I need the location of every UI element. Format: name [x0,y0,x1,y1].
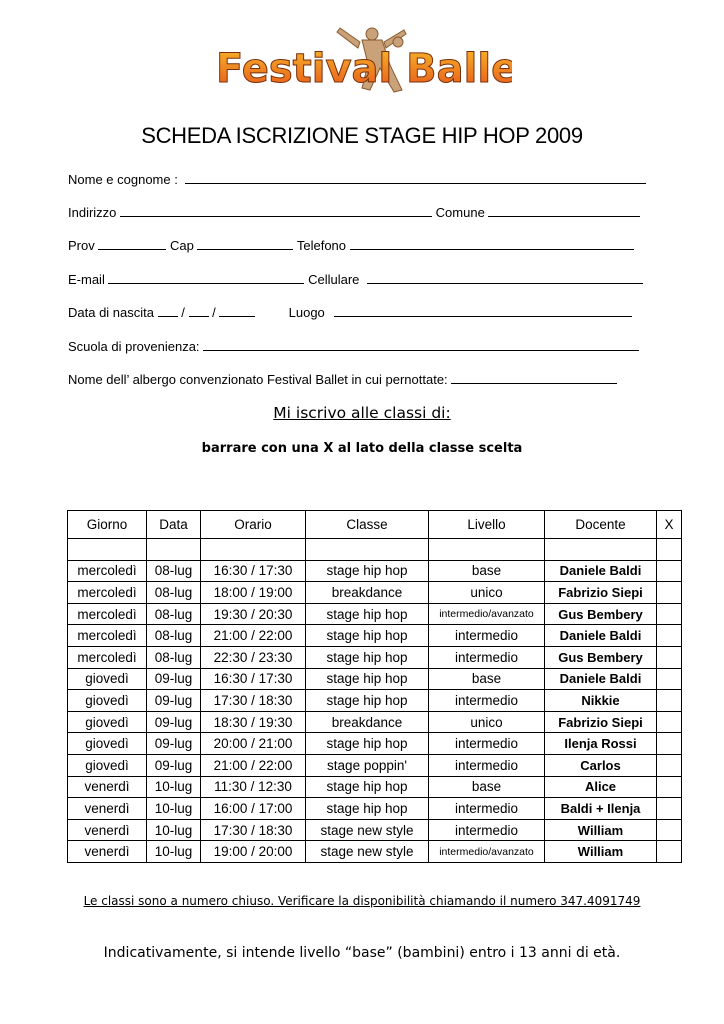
cell-data: 10-lug [147,776,201,798]
cell-orario: 22:30 / 23:30 [201,646,306,668]
cell-x-checkbox[interactable] [657,646,682,668]
cell-livello: intermedio [429,754,545,776]
header-x: X [657,511,682,539]
field-prov[interactable] [98,238,166,250]
cell-classe: stage hip hop [306,603,429,625]
label-cellulare: Cellulare [308,272,360,287]
label-telefono: Telefono [296,238,347,253]
cell-classe: stage hip hop [306,690,429,712]
cell-x-checkbox[interactable] [657,690,682,712]
cell-livello: intermedio [429,690,545,712]
slash-2: / [212,305,216,320]
cell-docente: William [545,819,657,841]
table-row [68,582,682,604]
cell-giorno: mercoledì [68,646,147,668]
cell-orario: 16:30 / 17:30 [201,668,306,690]
cell-livello: intermedio [429,819,545,841]
cell-docente: Gus Bembery [545,603,657,625]
cell-classe: stage hip hop [306,798,429,820]
field-giorno[interactable] [158,305,178,317]
cell-classe: stage hip hop [306,625,429,647]
table-header-row [68,511,682,539]
cell-x-checkbox[interactable] [657,668,682,690]
cell-docente: Ilenja Rossi [545,733,657,755]
table-row [68,819,682,841]
cell-orario: 18:00 / 19:00 [201,582,306,604]
form-row-nome [68,172,646,187]
cell-orario: 17:30 / 18:30 [201,819,306,841]
cell-data: 08-lug [147,646,201,668]
cell-data: 09-lug [147,733,201,755]
slash-1: / [181,305,185,320]
label-indirizzo: Indirizzo [68,205,117,220]
field-telefono[interactable] [350,238,634,250]
label-albergo-name: albergo convenzionato Festival Ballet [132,372,348,387]
field-mese[interactable] [189,305,209,317]
cell-giorno: mercoledì [68,603,147,625]
table-row [68,776,682,798]
cell-x-checkbox[interactable] [657,776,682,798]
cell-orario: 16:30 / 17:30 [201,560,306,582]
field-comune[interactable] [488,205,640,217]
cell-classe: stage new style [306,841,429,863]
table-row [68,733,682,755]
cell-data: 09-lug [147,668,201,690]
table-row [68,798,682,820]
cell-data: 10-lug [147,798,201,820]
cell-classe: stage hip hop [306,776,429,798]
cell-docente: Carlos [545,754,657,776]
cell-docente: Gus Bembery [545,646,657,668]
cell-livello: base [429,560,545,582]
availability-note: Le classi sono a numero chiuso. Verificare la disponibilità chiamando il numero 347.4091749 [83,894,641,908]
cell-orario: 11:30 / 12:30 [201,776,306,798]
cell-giorno: mercoledì [68,625,147,647]
table-empty-row [68,539,682,561]
field-cellulare[interactable] [367,272,643,284]
label-albergo-pre: Nome dell’ [68,372,129,387]
table-row [68,841,682,863]
cell-x-checkbox[interactable] [657,819,682,841]
cell-classe: stage new style [306,819,429,841]
cell-orario: 16:00 / 17:00 [201,798,306,820]
cell-giorno: giovedì [68,733,147,755]
field-email[interactable] [108,272,304,284]
cell-docente: Daniele Baldi [545,625,657,647]
field-luogo[interactable] [334,305,632,317]
field-scuola[interactable] [203,339,639,351]
cell-giorno: venerdì [68,841,147,863]
cell-x-checkbox[interactable] [657,560,682,582]
cell-livello: base [429,668,545,690]
cell-giorno: venerdì [68,819,147,841]
cell-docente: William [545,841,657,863]
cell-orario: 18:30 / 19:30 [201,711,306,733]
cell-x-checkbox[interactable] [657,754,682,776]
cell-giorno: giovedì [68,690,147,712]
form-row-indirizzo [68,205,640,220]
cell-classe: stage hip hop [306,668,429,690]
header-giorno: Giorno [68,511,147,539]
cell-giorno: mercoledì [68,560,147,582]
cell-giorno: giovedì [68,711,147,733]
cell-x-checkbox[interactable] [657,711,682,733]
table-row [68,754,682,776]
label-luogo: Luogo [288,305,325,320]
cell-giorno: giovedì [68,754,147,776]
cell-livello: unico [429,711,545,733]
cell-docente: Daniele Baldi [545,560,657,582]
field-anno[interactable] [219,305,255,317]
festival-ballet-logo [212,20,512,102]
label-email: E-mail [68,272,105,287]
table-row [68,668,682,690]
cell-docente: Baldi + Ilenja [545,798,657,820]
cell-x-checkbox[interactable] [657,733,682,755]
cell-giorno: mercoledì [68,582,147,604]
cell-data: 08-lug [147,560,201,582]
form-row-email [68,272,643,287]
cell-livello: intermedio [429,798,545,820]
cell-data: 09-lug [147,754,201,776]
cell-classe: stage hip hop [306,733,429,755]
form-row-scuola [68,339,639,354]
field-indirizzo[interactable] [120,205,432,217]
table-row [68,625,682,647]
cell-docente: Fabrizio Siepi [545,711,657,733]
cell-orario: 21:00 / 22:00 [201,754,306,776]
header-orario: Orario [201,511,306,539]
cell-x-checkbox[interactable] [657,603,682,625]
cell-docente: Alice [545,776,657,798]
label-scuola: Scuola di provenienza: [68,339,200,354]
instruction-text: barrare con una X al lato della classe scelta [201,441,523,456]
cell-giorno: venerdì [68,776,147,798]
cell-data: 08-lug [147,603,201,625]
section-heading: Mi iscrivo alle classi di: [273,404,451,422]
level-info: Indicativamente, si intende livello “base” (bambini) entro i 13 anni di età. [103,945,621,961]
header-data: Data [147,511,201,539]
cell-classe: breakdance [306,582,429,604]
cell-x-checkbox[interactable] [657,798,682,820]
label-data-nascita: Data di nascita [68,305,154,320]
cell-livello: intermedio/avanzato [429,603,545,625]
page-title: SCHEDA ISCRIZIONE STAGE HIP HOP 2009 [141,123,583,148]
cell-data: 08-lug [147,582,201,604]
table-row [68,711,682,733]
label-cap: Cap [169,238,194,253]
cell-orario: 19:00 / 20:00 [201,841,306,863]
cell-x-checkbox[interactable] [657,625,682,647]
cell-orario: 17:30 / 18:30 [201,690,306,712]
field-cap[interactable] [197,238,293,250]
cell-orario: 19:30 / 20:30 [201,603,306,625]
cell-orario: 21:00 / 22:00 [201,625,306,647]
table-row [68,690,682,712]
cell-giorno: venerdì [68,798,147,820]
cell-docente: Daniele Baldi [545,668,657,690]
cell-livello: intermedio [429,646,545,668]
cell-data: 09-lug [147,690,201,712]
label-nome: Nome e cognome : [68,172,178,187]
field-albergo[interactable] [451,372,617,384]
cell-livello: base [429,776,545,798]
cell-classe: stage hip hop [306,560,429,582]
cell-x-checkbox[interactable] [657,582,682,604]
form-row-albergo [68,372,617,387]
cell-data: 10-lug [147,841,201,863]
cell-classe: stage poppin' [306,754,429,776]
cell-x-checkbox[interactable] [657,841,682,863]
cell-livello: intermedio [429,733,545,755]
cell-giorno: giovedì [68,668,147,690]
label-albergo-post: in cui pernottate: [351,372,448,387]
cell-data: 10-lug [147,819,201,841]
form-row-nascita [68,305,632,320]
cell-classe: stage hip hop [306,646,429,668]
table-row [68,603,682,625]
cell-data: 08-lug [147,625,201,647]
cell-livello: intermedio/avanzato [429,841,545,863]
header-livello: Livello [429,511,545,539]
field-nome[interactable] [185,172,646,184]
cell-classe: breakdance [306,711,429,733]
header-docente: Docente [545,511,657,539]
cell-livello: intermedio [429,625,545,647]
logo-text: Festival Ballet [216,46,512,92]
table-row [68,646,682,668]
cell-orario: 20:00 / 21:00 [201,733,306,755]
table-row [68,560,682,582]
form-row-prov [68,238,634,253]
cell-docente: Fabrizio Siepi [545,582,657,604]
cell-docente: Nikkie [545,690,657,712]
label-prov: Prov [68,238,95,253]
label-comune: Comune [435,205,485,220]
header-classe: Classe [306,511,429,539]
cell-livello: unico [429,582,545,604]
cell-data: 09-lug [147,711,201,733]
schedule-table [67,510,682,863]
